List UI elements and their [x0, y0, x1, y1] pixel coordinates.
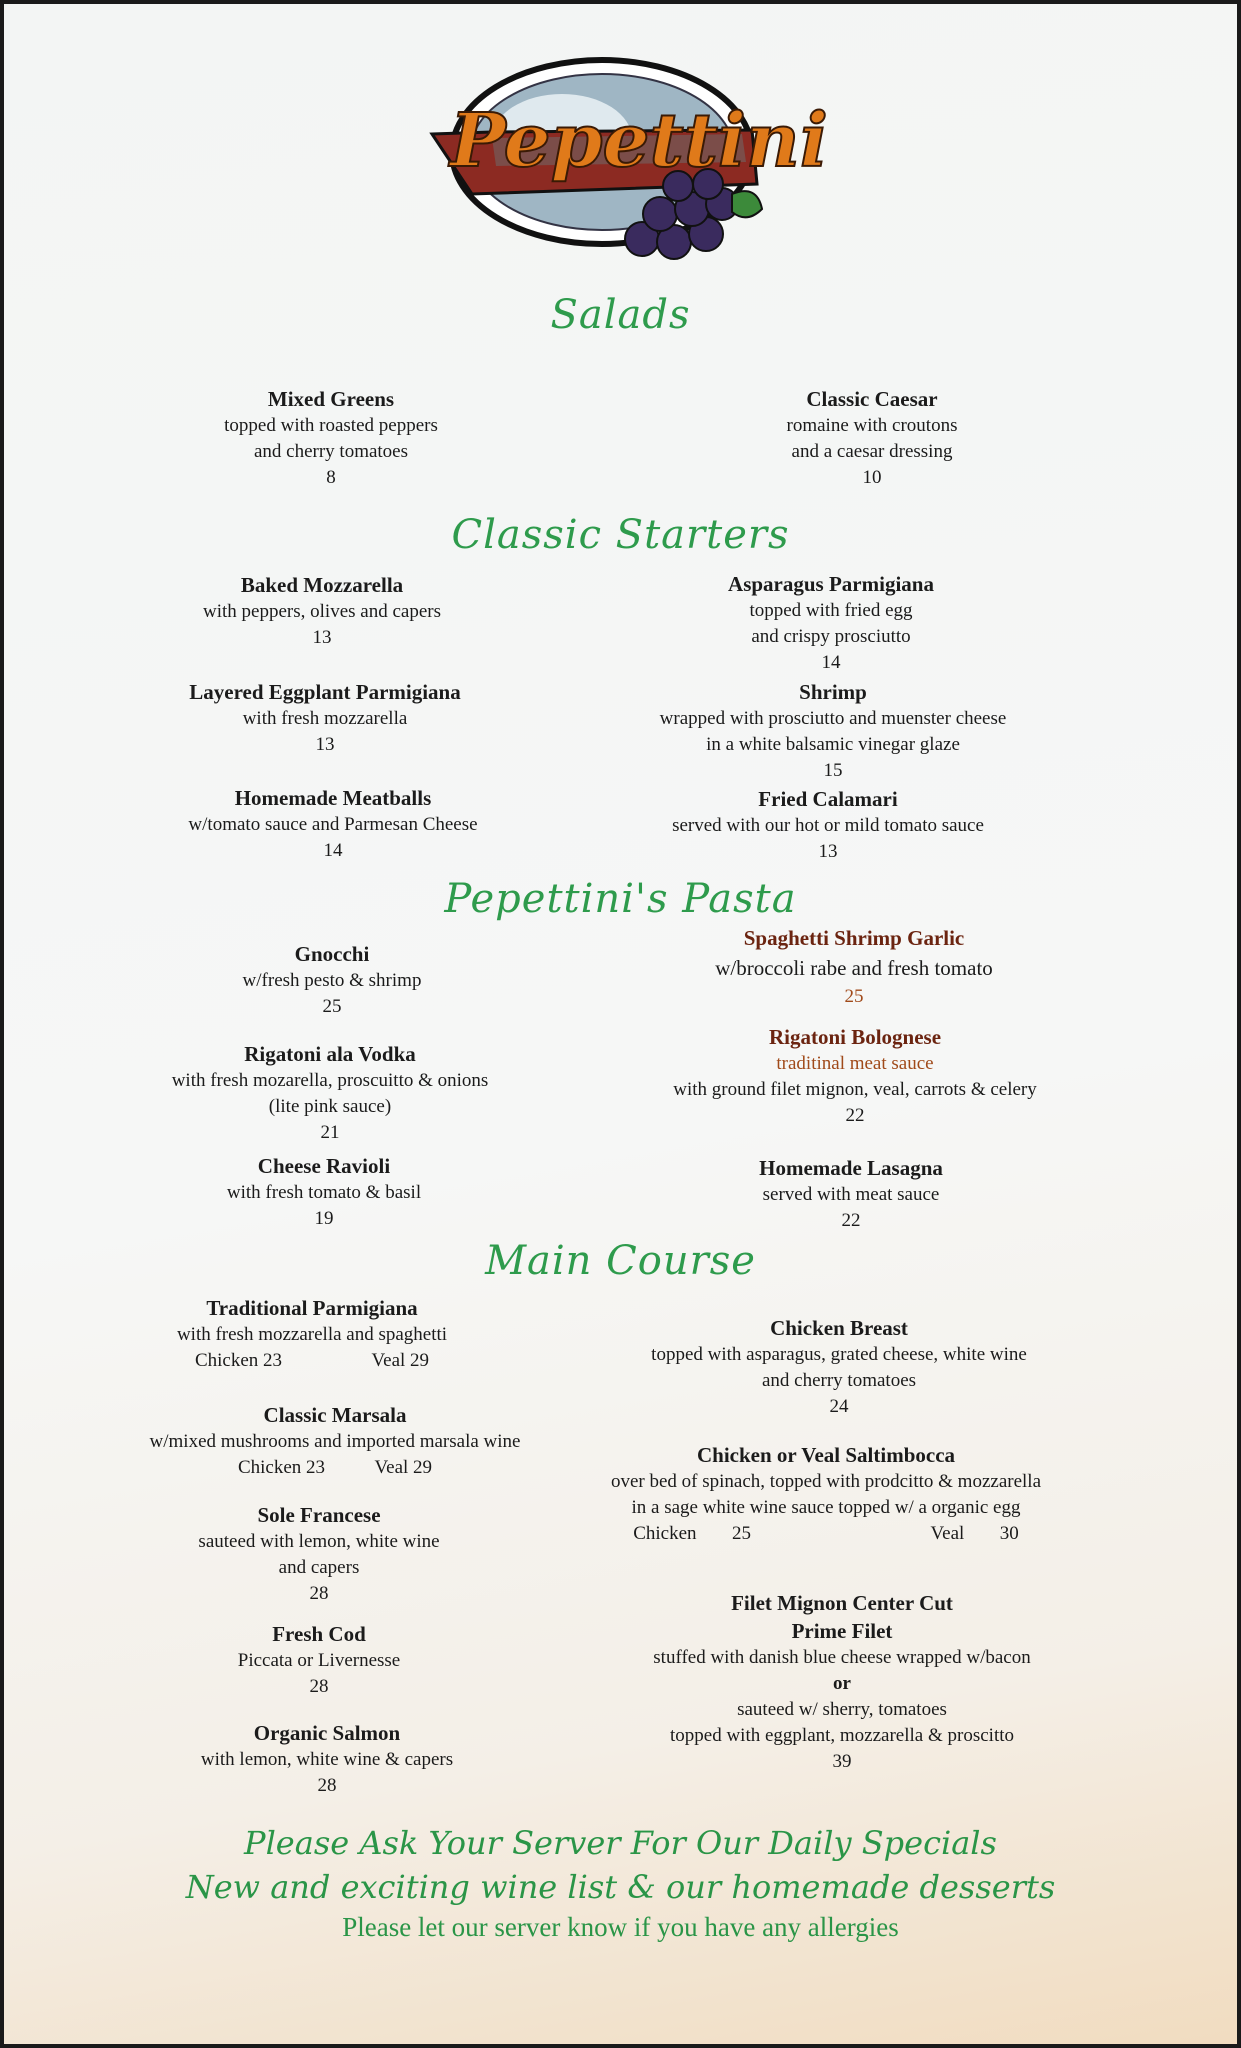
- item-name: Gnocchi: [294, 942, 370, 966]
- item-description: with fresh mozzarella and spaghetti: [176, 1324, 448, 1345]
- menu-item: [728, 570, 934, 676]
- footer-allergies: Please let our server know if you have any allergies: [342, 1912, 899, 1942]
- price-chicken: 25: [732, 1523, 752, 1544]
- item-description: topped with roasted peppers: [224, 415, 438, 436]
- item-name: Sole Francese: [257, 1503, 381, 1527]
- price-options: [150, 1455, 521, 1481]
- item-name: Asparagus Parmigiana: [728, 572, 934, 596]
- item-name: Classic Marsala: [263, 1403, 407, 1427]
- item-price: 8: [326, 467, 336, 488]
- item-description: and cherry tomatoes: [253, 441, 409, 462]
- price-chicken-label: Chicken: [633, 1523, 697, 1544]
- item-name: Rigatoni Bolognese: [768, 1025, 942, 1049]
- item-description: served with our hot or mild tomato sauce: [672, 815, 984, 836]
- item-subname: Prime Filet: [791, 1619, 893, 1643]
- item-name: Cheese Ravioli: [257, 1154, 391, 1178]
- price-options: [611, 1521, 1041, 1547]
- item-description: topped with fried egg: [749, 600, 913, 621]
- item-name: Traditional Parmigiana: [206, 1296, 418, 1320]
- menu-item: [150, 1401, 521, 1481]
- item-price: 13: [312, 627, 332, 648]
- price-veal: Veal 29: [371, 1350, 430, 1371]
- item-price: 15: [823, 760, 843, 781]
- item-description: topped with asparagus, grated cheese, white wine: [651, 1344, 1027, 1365]
- footer-daily-specials: Please Ask Your Server For Our Daily Specials: [244, 1824, 997, 1862]
- item-price: 28: [309, 1583, 329, 1604]
- item-price: 25: [322, 996, 342, 1017]
- item-price: 22: [841, 1210, 861, 1231]
- item-name: Shrimp: [799, 680, 867, 704]
- pepettini-logo: [412, 34, 828, 284]
- menu-item: [189, 678, 460, 758]
- price-veal: 30: [999, 1523, 1019, 1544]
- item-description: with peppers, olives and capers: [203, 601, 441, 622]
- item-name: Organic Salmon: [253, 1721, 401, 1745]
- item-description: with fresh mozzarella: [242, 708, 408, 729]
- item-name: Mixed Greens: [267, 387, 395, 411]
- item-name: Spaghetti Shrimp Garlic: [743, 926, 965, 950]
- item-price: 13: [315, 734, 335, 755]
- menu-item: [660, 678, 1007, 784]
- menu-item: [198, 1501, 439, 1607]
- item-price: 13: [818, 841, 838, 862]
- menu-item: [238, 1620, 400, 1700]
- menu-item: [611, 1441, 1041, 1547]
- item-price: 25: [844, 986, 864, 1007]
- menu-item: [201, 1719, 453, 1799]
- menu-item: [715, 924, 993, 1010]
- item-name: Rigatoni ala Vodka: [244, 1042, 416, 1066]
- menu-item: [759, 1154, 943, 1234]
- item-description: w/mixed mushrooms and imported marsala wine: [149, 1431, 521, 1452]
- item-price: 24: [829, 1396, 849, 1417]
- item-description: in a sage white wine sauce topped w/ a organic egg: [631, 1497, 1021, 1518]
- menu-item: [227, 1152, 421, 1232]
- price-veal-label: Veal: [930, 1523, 965, 1544]
- item-name: Chicken or Veal Saltimbocca: [696, 1443, 956, 1467]
- item-name: Homemade Meatballs: [234, 786, 432, 810]
- footer-wine-desserts: New and exciting wine list & our homemade desserts: [185, 1868, 1056, 1906]
- menu-item: [653, 1589, 1030, 1775]
- item-name: Classic Caesar: [806, 387, 938, 411]
- item-description: served with meat sauce: [762, 1184, 940, 1205]
- item-description: w/broccoli rabe and fresh tomato: [715, 956, 993, 980]
- item-name: Filet Mignon Center Cut: [731, 1591, 953, 1615]
- logo-wordmark: Pepettini: [450, 98, 828, 184]
- item-description: and crispy prosciutto: [751, 626, 911, 647]
- item-name: Baked Mozzarella: [240, 573, 404, 597]
- price-chicken: Chicken 23: [237, 1457, 326, 1478]
- item-description: in a white balsamic vinegar glaze: [706, 734, 960, 755]
- menu-item: [787, 385, 958, 491]
- item-price: 14: [323, 840, 343, 861]
- item-price: 28: [309, 1676, 329, 1697]
- price-veal: Veal 29: [374, 1457, 433, 1478]
- menu-item: [172, 1040, 489, 1146]
- item-description: with fresh mozarella, proscuitto & onions: [171, 1070, 489, 1091]
- menu-item: [673, 1023, 1037, 1129]
- item-description: wrapped with prosciutto and muenster cheese: [659, 708, 1007, 729]
- item-description: traditinal meat sauce: [776, 1053, 934, 1074]
- heading-classic-starters: Classic Starters: [451, 512, 790, 558]
- item-or: or: [833, 1673, 851, 1694]
- menu-item: [243, 940, 422, 1020]
- item-description: and a caesar dressing: [791, 441, 953, 462]
- heading-main-course: Main Course: [485, 1238, 756, 1284]
- item-price: 39: [832, 1751, 852, 1772]
- item-name: Chicken Breast: [770, 1316, 908, 1340]
- price-options: [177, 1348, 447, 1374]
- item-description: over bed of spinach, topped with prodcitto & mozzarella: [610, 1471, 1042, 1492]
- menu-item: [651, 1314, 1027, 1420]
- menu-sheet: [4, 4, 1237, 2044]
- item-description: with fresh tomato & basil: [226, 1182, 422, 1203]
- item-description: (lite pink sauce): [268, 1096, 392, 1117]
- heading-pasta: Pepettini's Pasta: [444, 876, 797, 922]
- item-description: Piccata or Livernesse: [237, 1650, 401, 1671]
- item-description: sauteed with lemon, white wine: [198, 1531, 440, 1552]
- item-name: Fried Calamari: [758, 787, 898, 811]
- item-description: stuffed with danish blue cheese wrapped w/bacon: [653, 1647, 1031, 1668]
- menu-item: [177, 1294, 447, 1374]
- item-name: Layered Eggplant Parmigiana: [189, 680, 461, 704]
- item-price: 21: [320, 1122, 340, 1143]
- item-price: 22: [845, 1105, 865, 1126]
- item-price: 28: [317, 1775, 337, 1796]
- item-description: sauteed w/ sherry, tomatoes: [737, 1699, 947, 1720]
- price-chicken: Chicken 23: [194, 1350, 283, 1371]
- menu-item: [224, 385, 438, 491]
- item-description: w/tomato sauce and Parmesan Cheese: [188, 814, 478, 835]
- item-price: 19: [314, 1208, 334, 1229]
- item-description: with lemon, white wine & capers: [200, 1749, 454, 1770]
- item-description: romaine with croutons: [786, 415, 958, 436]
- item-description: w/fresh pesto & shrimp: [242, 970, 422, 991]
- menu-item: [672, 785, 984, 865]
- item-price: 10: [862, 467, 882, 488]
- menu-item: [188, 784, 477, 864]
- item-name: Fresh Cod: [272, 1622, 366, 1646]
- item-price: 14: [821, 652, 841, 673]
- heading-salads: Salads: [550, 292, 691, 338]
- item-description: and cherry tomatoes: [761, 1370, 917, 1391]
- item-description: and capers: [278, 1557, 360, 1578]
- item-name: Homemade Lasagna: [759, 1156, 943, 1180]
- item-description: with ground filet mignon, veal, carrots & celery: [673, 1079, 1037, 1100]
- menu-item: [203, 571, 441, 651]
- item-description: topped with eggplant, mozzarella & proscitto: [669, 1725, 1015, 1746]
